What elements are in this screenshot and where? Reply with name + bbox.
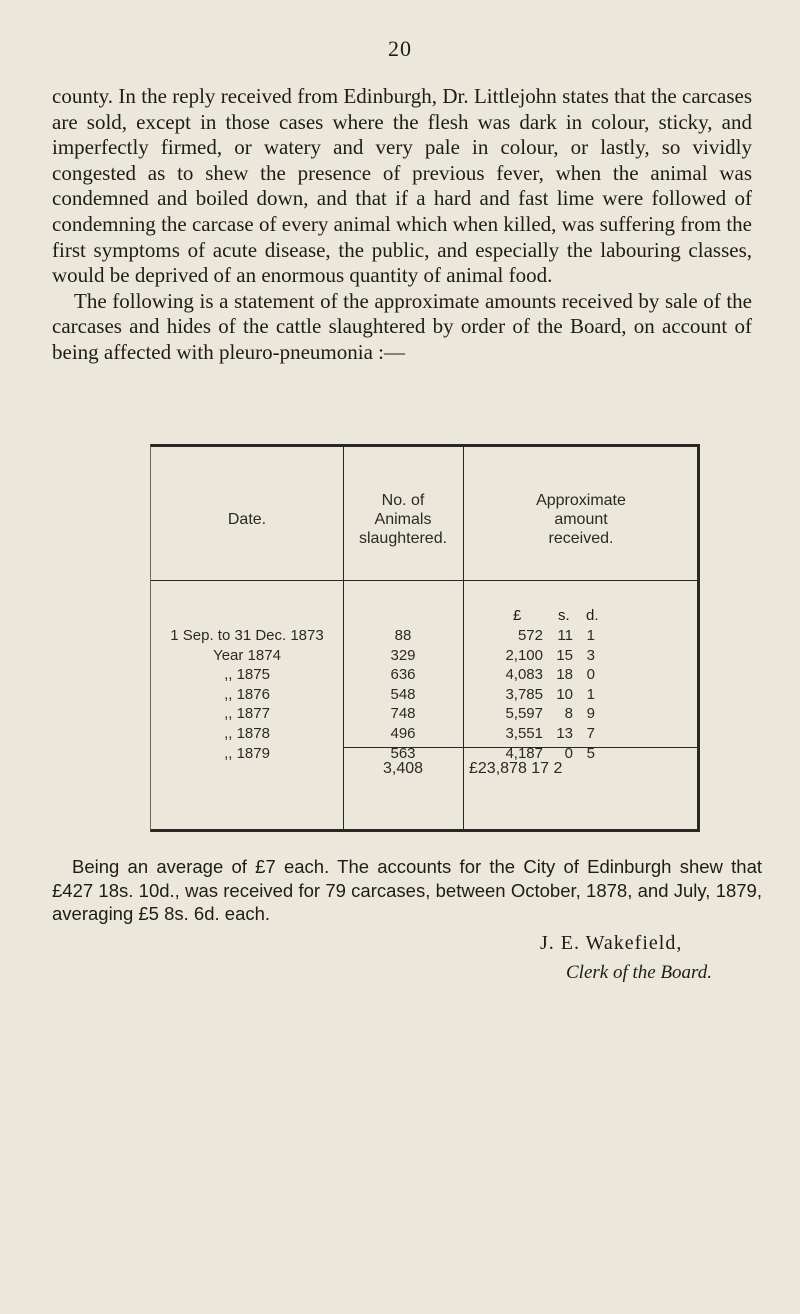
footnote-text: Being an average of £7 each. The accounts for the City of Edinburgh shew that £427 18s. 10d., was received for 79 carcases, between October, 1878, and July, 1879, averaging £5 8s. 6d. each. bbox=[52, 856, 762, 924]
paragraph-county-reply: county. In the reply received from Edinburgh, Dr. Littlejohn states that the carcases are sold, except in those cases where the flesh was dark in colour, sticky, and imperfectly firmed, or watery and very pale in colour, or lastly, so vividly congested as to shew the presence of previous fever, when the animal was condemned and boiled down, and that if a hard and fast lime were followed of condemning the carcase of every animal which when killed, was suffering from the first symptoms of acute disease, the public, and especially the labouring classes, would be deprived of an enormous quantity of animal food. bbox=[52, 84, 752, 288]
row-shillings: 13 bbox=[556, 725, 573, 742]
row-pounds: 4,187 bbox=[505, 744, 543, 762]
signature-title: Clerk of the Board. bbox=[566, 962, 712, 983]
row-pounds: 5,597 bbox=[505, 705, 543, 723]
footnote bbox=[52, 855, 762, 926]
row-pence: 5 bbox=[586, 744, 595, 762]
row-animals: 548 bbox=[390, 685, 416, 703]
header-date: Date. bbox=[227, 511, 267, 528]
row-pence: 0 bbox=[586, 666, 595, 684]
amounts-table bbox=[150, 444, 700, 832]
body-text bbox=[52, 84, 752, 366]
header-animals-line: slaughtered. bbox=[358, 530, 448, 547]
table-row bbox=[151, 627, 697, 647]
page-number: 20 bbox=[388, 36, 412, 61]
row-shillings: 8 bbox=[564, 705, 573, 723]
header-rule bbox=[151, 580, 697, 581]
row-date: ,, 1877 bbox=[224, 705, 270, 723]
header-animals-line: Animals bbox=[374, 511, 432, 528]
table-row bbox=[151, 647, 697, 667]
row-pounds: 2,100 bbox=[505, 646, 543, 664]
header-animals-line: No. of bbox=[381, 492, 425, 509]
header-amount-line: Approximate bbox=[536, 492, 626, 509]
table-row bbox=[151, 666, 697, 686]
row-pence: 7 bbox=[586, 725, 595, 742]
row-pounds: 3,785 bbox=[505, 685, 543, 703]
row-shillings: 11 bbox=[557, 627, 573, 644]
header-amount-line: amount bbox=[554, 511, 608, 528]
row-pence: 1 bbox=[586, 685, 595, 703]
shillings-head: s. bbox=[558, 607, 570, 624]
row-pounds: 3,551 bbox=[505, 725, 543, 742]
total-amount: £23,878 17 2 bbox=[469, 760, 563, 777]
row-date: ,, 1876 bbox=[224, 685, 270, 703]
header-amount-line: received. bbox=[548, 530, 614, 547]
row-date: Year 1874 bbox=[213, 646, 281, 664]
header-amount bbox=[463, 491, 699, 548]
row-shillings: 0 bbox=[564, 744, 573, 762]
signature-name: J. E. Wakefield, bbox=[540, 932, 683, 954]
row-pence: 3 bbox=[586, 646, 595, 664]
row-shillings: 15 bbox=[556, 646, 573, 664]
row-date: ,, 1878 bbox=[224, 725, 270, 742]
header-animals bbox=[344, 491, 462, 548]
pence-head: d. bbox=[586, 607, 599, 624]
row-animals: 88 bbox=[394, 627, 412, 644]
row-shillings: 10 bbox=[556, 685, 573, 703]
row-animals: 563 bbox=[390, 744, 416, 762]
row-date: 1 Sep. to 31 Dec. 1873 bbox=[170, 627, 324, 644]
paragraph-statement-intro: The following is a statement of the approximate amounts received by sale of the carcases and hides of the cattle slaughtered by order of the Board, on account of being affected with pleuro-pneumonia :— bbox=[52, 288, 752, 364]
row-pence: 9 bbox=[586, 705, 595, 723]
row-animals: 329 bbox=[390, 646, 416, 664]
row-animals: 748 bbox=[390, 705, 416, 723]
pounds-sign: £ bbox=[513, 607, 522, 624]
row-animals: 636 bbox=[390, 666, 416, 684]
row-pence: 1 bbox=[586, 627, 595, 644]
row-date: ,, 1875 bbox=[224, 666, 270, 684]
row-shillings: 18 bbox=[556, 666, 573, 684]
row-date: ,, 1879 bbox=[224, 744, 270, 762]
table-row bbox=[151, 725, 697, 745]
row-pounds: 4,083 bbox=[505, 666, 543, 684]
total-animals: 3,408 bbox=[382, 760, 424, 777]
row-pounds: 572 bbox=[517, 627, 543, 644]
table-row bbox=[151, 686, 697, 706]
table-row bbox=[151, 705, 697, 725]
row-animals: 496 bbox=[390, 725, 416, 742]
